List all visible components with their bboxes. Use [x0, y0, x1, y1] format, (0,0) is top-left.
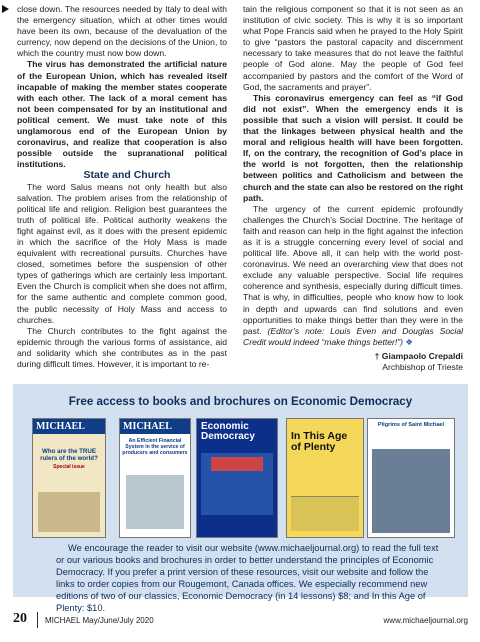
article-right-column — [243, 4, 463, 373]
signature-name: † Giampaolo Crepaldi — [374, 350, 463, 361]
promo-text — [56, 542, 446, 615]
promo-box — [13, 384, 468, 614]
cover-pilgrims[interactable] — [367, 418, 455, 538]
cover-headline: An Efficient Financial System in the service of producers and consumers — [122, 438, 188, 456]
article-left-column — [17, 4, 227, 370]
cover-masthead: Economic Democracy — [201, 421, 255, 442]
footer-website-link[interactable]: www.michaeljournal.org — [383, 616, 468, 625]
cover-headline: Who are the TRUE rulers of the world? — [40, 448, 98, 462]
cover-michael-financial[interactable] — [119, 418, 191, 538]
promo-title: Free access to books and brochures on Economic Democracy — [68, 395, 413, 408]
editor-note: (Editor’s note: Louis Even and Douglas Social Credit would indeed “make things better!”) — [243, 325, 464, 347]
cover-illustration — [291, 496, 359, 531]
cover-michael-rulers[interactable] — [32, 418, 106, 538]
paragraph: close down. The resources needed by Italy to deal with the emergency situation, which at other times would have been its own, because of the devaluation of the currency, now depend on the decisions of the Union, to which the country must now bow down. — [17, 4, 227, 59]
paragraph-bold: The virus has demonstrated the artificial nature of the European Union, which has revealed itself incapable of making the member states cooperate with each other. The lack of a moral cement has not been compensated for by an institutional and political cement. We must take note of this unglamorous end of the European Union by coronavirus, and realize that cooperation is also possible outside the supranational political institutions. — [17, 59, 227, 170]
page-footer — [13, 610, 468, 632]
book-covers — [13, 418, 468, 536]
footer-publication: MICHAEL May/June/July 2020 — [45, 616, 154, 625]
footer-divider — [37, 612, 38, 628]
page-number: 20 — [13, 611, 27, 626]
cover-tag: Special issue — [53, 464, 85, 470]
cover-illustration — [38, 492, 100, 532]
paragraph: The word Salus means not only health but also salvation. The problem arises from the relationship of political life and religion. Religion best guarantees the truth of political life. Political authority weakens the fight against evil, as it does with the present epidemic in which the sacrifice of the Holy Mass is made equivalent with recreational pursuits. Churches have closed, sometimes before the suspension of other types of gatherings which are certainly less important. Even the Church is complicit when she does not affirm, for the same authentic and complete common good, the public necessity of Holy Mass and access to churches. — [17, 181, 227, 325]
continuation-arrow-icon — [2, 5, 9, 13]
paragraph: tain the religious component so that it is not seen as an institution of civic society. This is why it is so important what Pope Francis said when he prayed to the Holy Spirit to give “pastors the pastoral capacity and discernment necessary to take measures that do not leave the faithful people of God alone. May the people of God feel accompanied by pastors and the comfort of the Word of God, the sacraments and prayer”. — [243, 4, 463, 92]
paragraph-bold: This coronavirus emergency can feel as “if God did not exist”. When the emergency ends it is possible that such a vision will persist. It could be that the linkages between physical health and the moral and religious health will have been forgotten. If, on the contrary, the recognition of God’s place in the world is not forgotten, then the relationship between politics and Catholicism and between the church and the state can also be restored on the right path. — [243, 92, 463, 203]
paragraph: The Church contributes to the fight against the epidemic through the various forms of assistance, aid and solidarity which she contributes as in the past during difficult times. However, it is important to re- — [17, 325, 227, 369]
cover-headline: Pilgrims of Saint Michael — [377, 422, 445, 428]
cover-economic-democracy[interactable] — [196, 418, 278, 538]
cover-masthead: In This Age of Plenty — [291, 430, 348, 453]
cover-photo — [372, 449, 450, 533]
cover-masthead: MICHAEL — [33, 419, 105, 434]
promo-paragraph: We encourage the reader to visit our website (www.michaeljournal.org) to read the full text or our various books and brochures in order to better understand the principles of Economic Democracy. If you prefer a print version of these resources, visit our website and follow the links to order copies from our Rougemont, Canada offices. We especially recommend new editions of two of our classics, Economic Democracy (in 14 lessons) $8; and In this Age of Plenty: $10. — [56, 543, 439, 614]
cover-band — [211, 457, 263, 471]
cover-illustration — [126, 475, 184, 529]
paragraph-text: The urgency of the current epidemic profoundly challenges the Church’s Social Doctrine. The heritage of faith and reason can help in the fight against the infection as it is a struggle concerning every level of social and political life. Above all, it can help with the world post-coronavirus. We need an overarching view that does not exclude any valuable perspective. Social life requires coherence and synthesis, especially during difficult times. That is why, in difficulties, people who know how to look in depth and upwards can find solutions and even opportunities to make things better than they were in the past. — [243, 203, 463, 336]
paragraph — [243, 204, 463, 348]
signature — [243, 351, 463, 373]
cover-masthead: MICHAEL — [120, 419, 190, 434]
signature-title: Archbishop of Trieste — [382, 361, 463, 372]
cover-age-of-plenty[interactable] — [286, 418, 364, 538]
section-heading: State and Church — [83, 169, 171, 182]
end-mark-icon: ❖ — [405, 336, 414, 347]
